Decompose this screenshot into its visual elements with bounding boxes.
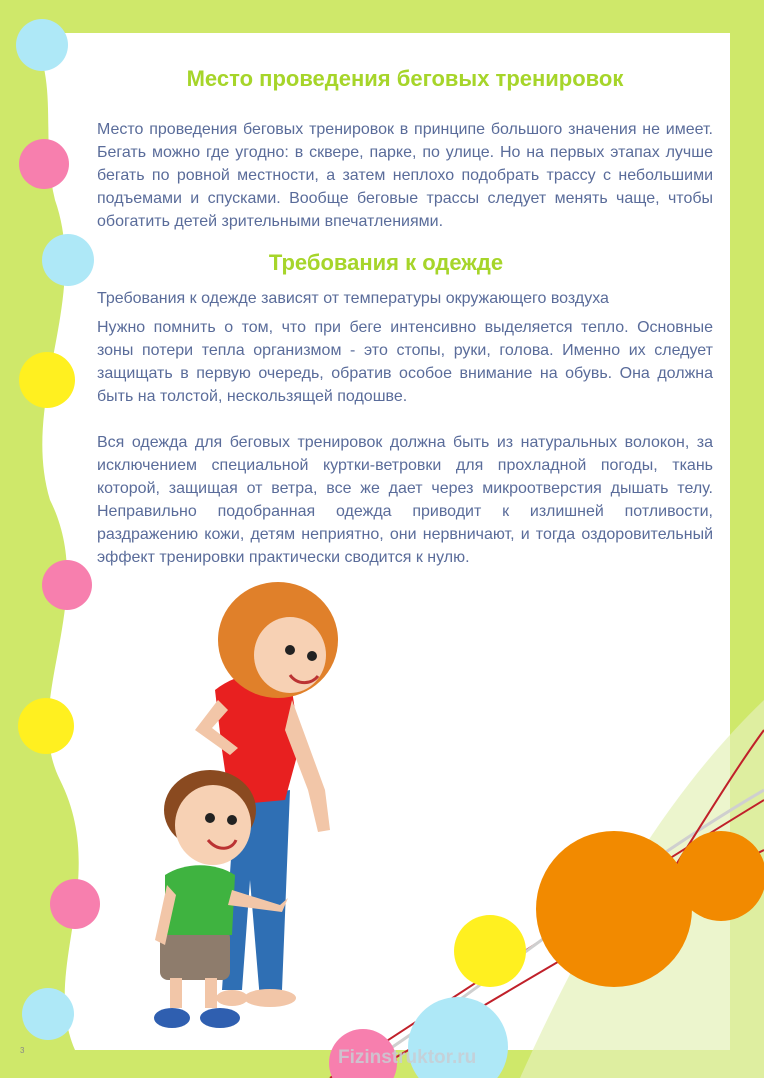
blue-dot — [16, 19, 68, 71]
mother-eye — [307, 651, 317, 661]
intro-paragraph: Место проведения беговых тренировок в принципе большого значения не имеет. Бегать можно где угодно: в сквере, парке, по улице. Но на первых этапах лучше бегать по ровной местности, а затем неплохо подобрать трассу с небольшими подъемами и спусками. Вообще беговые трассы следует менять чаще, чтобы обогатить детей зрительными впечатлениями. — [97, 121, 713, 230]
boy-leg — [205, 978, 217, 1008]
clothing-paragraph-3: Вся одежда для беговых тренировок должна быть из натуральных волокон, за исключением специальной куртки-ветровки для прохладной погоды, ткань которой, защищая от ветра, все же дает через микроотверстия дышать телу. Неправильно подобранная одежда приводит к излишней потливости, раздражению кожи, детям неприятно, они нервничают, и тогда оздоровительный эффект тренировки практически сводится к нулю. — [97, 434, 713, 566]
page-number: 3 — [20, 1046, 25, 1055]
boy-face — [175, 785, 251, 865]
mother-eye — [285, 645, 295, 655]
mother-shoe — [244, 989, 296, 1007]
boy-leg — [170, 978, 182, 1008]
site-watermark: Fizinstruktor.ru — [338, 1047, 477, 1068]
boy-eye — [205, 813, 215, 823]
boy-shoe — [200, 1008, 240, 1028]
clothing-paragraph-1: Требования к одежде зависят от температуры окружающего воздуха — [97, 290, 609, 307]
boy-shirt — [165, 865, 235, 935]
orange-dot — [676, 831, 764, 921]
boy-shorts — [160, 930, 230, 980]
clothing-heading: Требования к одежде — [268, 250, 504, 275]
pink-dot — [19, 139, 69, 189]
yellow-dot — [454, 915, 526, 987]
pink-dot — [50, 879, 100, 929]
boy-shoe — [154, 1008, 190, 1028]
boy-eye — [227, 815, 237, 825]
yellow-dot — [19, 352, 75, 408]
blue-dot — [42, 234, 94, 286]
yellow-dot — [18, 698, 74, 754]
page-title: Место проведения беговых тренировок — [186, 66, 624, 91]
blue-dot — [22, 988, 74, 1040]
clothing-paragraph-2: Нужно помнить о том, что при беге интенсивно выделяется тепло. Основные зоны потери тепла организмом - это стопы, руки, голова. Именно их следует защищать в первую очередь, обратив особое внимание на обувь. Она должна быть на толстой, нескользящей подошве. — [97, 319, 713, 405]
orange-dot — [536, 831, 692, 987]
mother-shoe — [216, 990, 248, 1006]
pink-dot — [42, 560, 92, 610]
